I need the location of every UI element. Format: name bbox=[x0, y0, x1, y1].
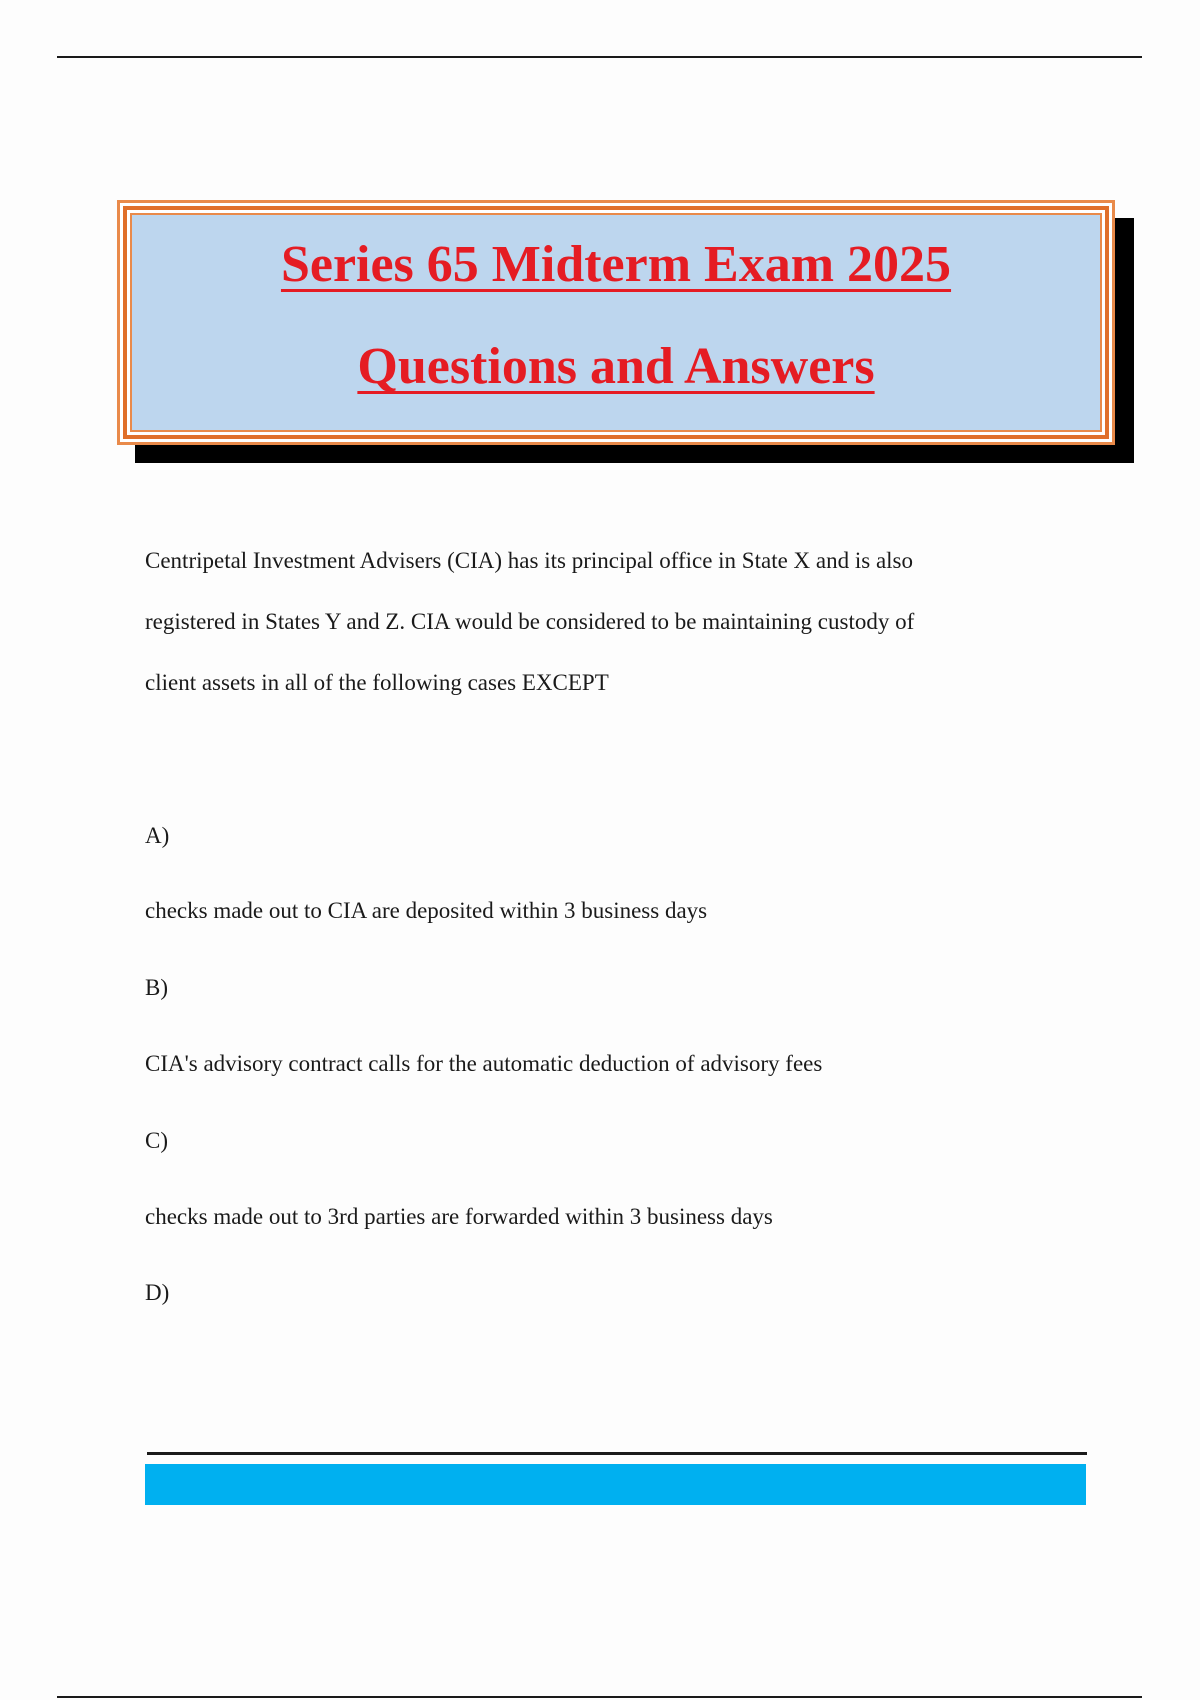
bottom-rule bbox=[57, 1696, 1142, 1698]
title-box bbox=[117, 200, 1115, 445]
option-c-text: checks made out to 3rd parties are forwarded within 3 business days bbox=[145, 1204, 773, 1229]
footer-band bbox=[145, 1464, 1086, 1505]
document-title: Series 65 Midterm Exam 2025 bbox=[280, 236, 952, 293]
option-b-label: B) bbox=[145, 975, 168, 1000]
question-line-1: Centripetal Investment Advisers (CIA) has its principal office in State X and is also bbox=[145, 548, 913, 573]
footer-rule bbox=[147, 1452, 1087, 1455]
question-line-3: client assets in all of the following cases EXCEPT bbox=[145, 670, 609, 695]
option-a-text: checks made out to CIA are deposited within 3 business days bbox=[145, 898, 708, 923]
option-a-label: A) bbox=[145, 823, 170, 848]
title-box-panel bbox=[130, 213, 1102, 432]
document-subtitle: Questions and Answers bbox=[357, 338, 875, 395]
title-line-2-wrap bbox=[132, 337, 1100, 396]
option-b-text: CIA's advisory contract calls for the automatic deduction of advisory fees bbox=[145, 1051, 823, 1076]
title-box-frame bbox=[123, 206, 1109, 439]
option-c-label: C) bbox=[145, 1128, 168, 1153]
question-line-2: registered in States Y and Z. CIA would be considered to be maintaining custody of bbox=[145, 609, 915, 634]
top-rule bbox=[57, 56, 1142, 58]
option-d-label: D) bbox=[145, 1280, 170, 1305]
title-line-1-wrap bbox=[132, 235, 1100, 294]
